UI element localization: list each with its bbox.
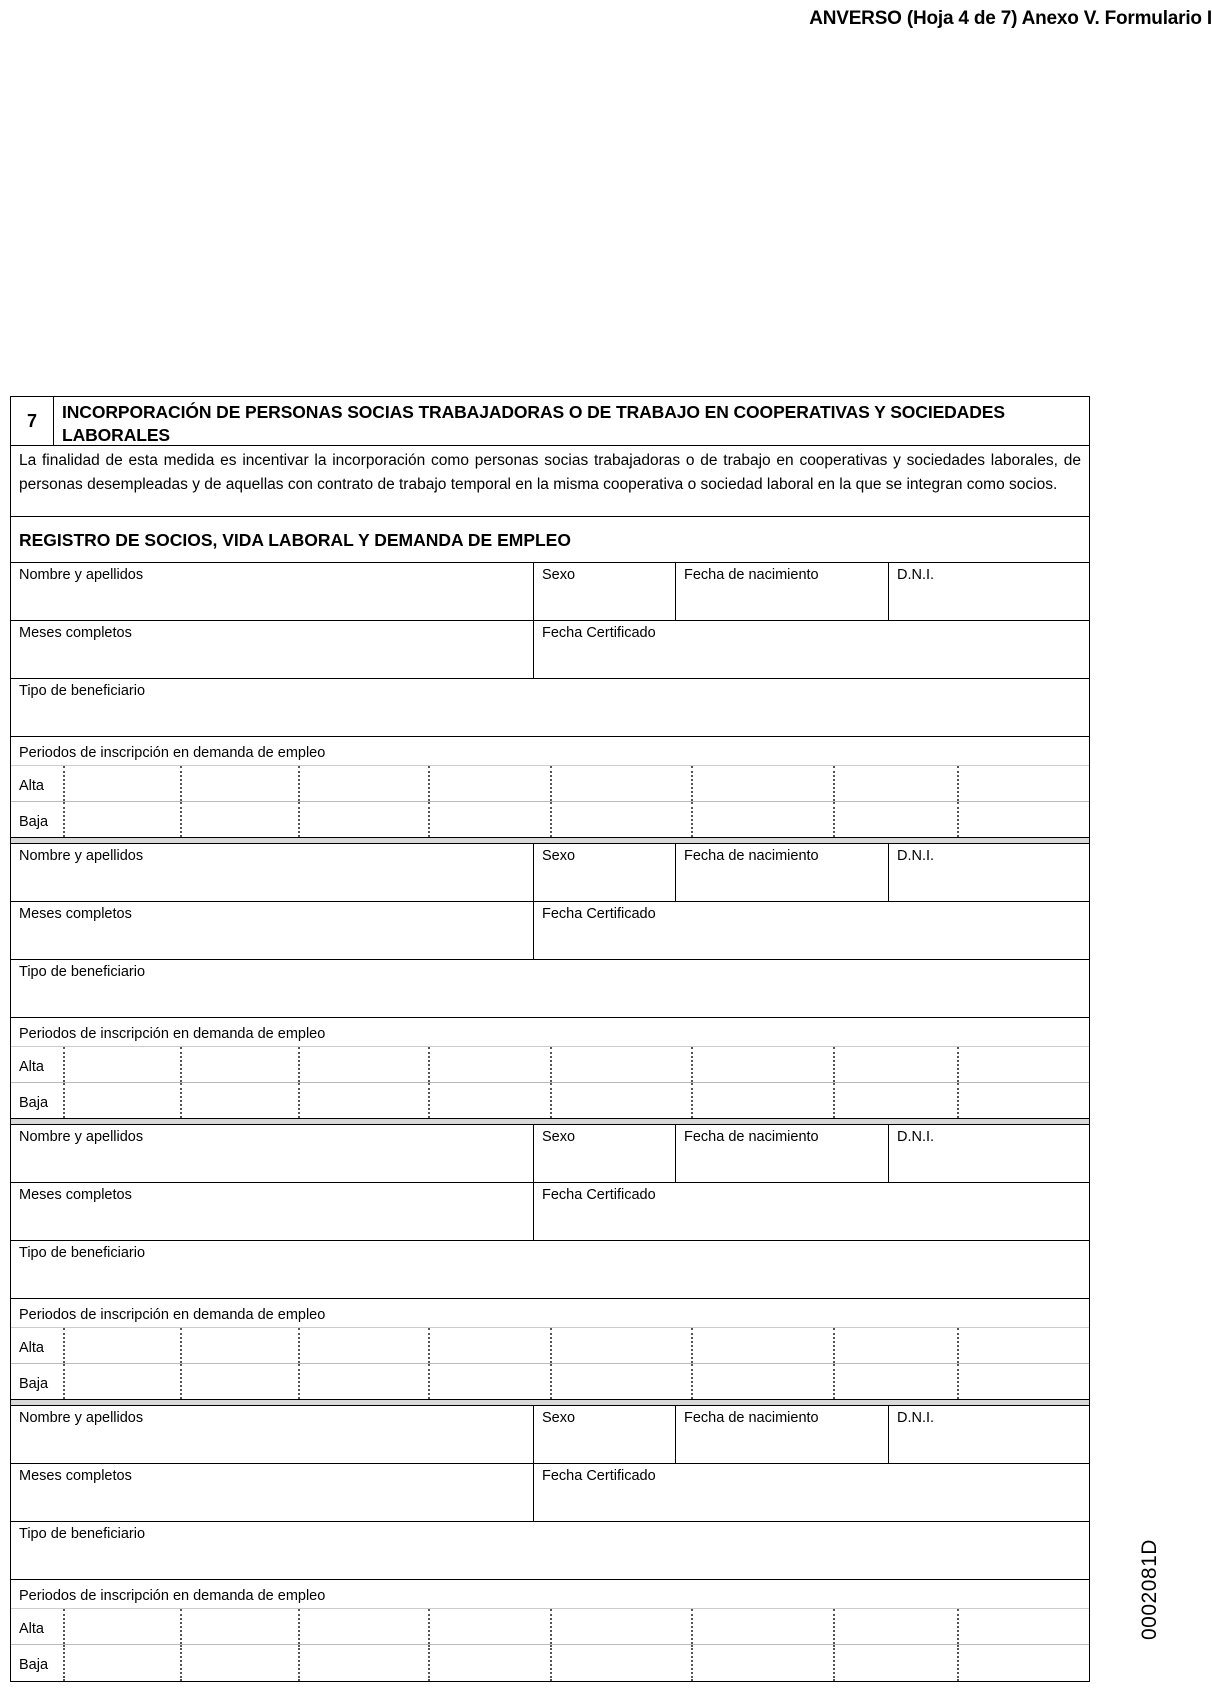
- months-field[interactable]: [11, 1183, 534, 1240]
- alta-date-cell[interactable]: [691, 1609, 833, 1644]
- baja-date-cell[interactable]: [833, 802, 957, 837]
- periods-label: Periodos de inscripción en demanda de empleo: [11, 1018, 1089, 1047]
- record-row-type: [11, 960, 1089, 1018]
- alta-date-cell[interactable]: [298, 1328, 428, 1363]
- baja-date-cell[interactable]: [180, 1083, 298, 1118]
- baja-date-cell[interactable]: [180, 1364, 298, 1399]
- dni-label: D.N.I.: [897, 1410, 935, 1426]
- alta-date-cell[interactable]: [833, 1047, 957, 1082]
- alta-label: Alta: [19, 778, 44, 794]
- baja-date-cell[interactable]: [63, 1645, 180, 1681]
- baja-date-cell[interactable]: [550, 1364, 691, 1399]
- dni-field[interactable]: [889, 1125, 1089, 1182]
- record-row-identity: [11, 1125, 1089, 1183]
- sex-label: Sexo: [542, 848, 576, 864]
- birthdate-field[interactable]: [676, 1125, 889, 1182]
- baja-row: [11, 1645, 1089, 1681]
- dni-label: D.N.I.: [897, 1129, 935, 1145]
- alta-date-cell[interactable]: [63, 766, 180, 801]
- section-intro: La finalidad de esta medida es incentivar la incorporación como personas socias trabajadoras o de trabajo en cooperativas y sociedades laborales, de personas desempleadas y de aquellas con contrato de trabajo temporal en la misma cooperativa o sociedad laboral en la que se integran como socios.: [11, 446, 1089, 517]
- baja-label: Baja: [19, 1376, 49, 1392]
- alta-date-cell[interactable]: [833, 766, 957, 801]
- name-field[interactable]: [11, 1125, 534, 1182]
- baja-date-cell[interactable]: [428, 802, 550, 837]
- name-label: Nombre y apellidos: [19, 1129, 144, 1145]
- sex-label: Sexo: [542, 1129, 576, 1145]
- record-row-months: [11, 1183, 1089, 1241]
- months-field[interactable]: [11, 621, 534, 678]
- birthdate-field[interactable]: [676, 1406, 889, 1463]
- baja-label: Baja: [19, 1657, 49, 1673]
- baja-date-cell[interactable]: [691, 802, 833, 837]
- baja-date-cell[interactable]: [833, 1364, 957, 1399]
- birthdate-label: Fecha de nacimiento: [684, 1129, 819, 1145]
- baja-date-cell[interactable]: [428, 1364, 550, 1399]
- alta-date-cell[interactable]: [298, 1609, 428, 1644]
- beneficiary-type-label: Tipo de beneficiario: [19, 683, 146, 699]
- alta-label: Alta: [19, 1340, 44, 1356]
- alta-date-cell[interactable]: [428, 1609, 550, 1644]
- baja-date-cell[interactable]: [691, 1364, 833, 1399]
- certificate-date-field[interactable]: [534, 1464, 1089, 1521]
- certificate-date-field[interactable]: [534, 621, 1089, 678]
- alta-row: [11, 1328, 1089, 1364]
- sex-label: Sexo: [542, 1410, 576, 1426]
- record-row-identity: [11, 844, 1089, 902]
- birthdate-field[interactable]: [676, 844, 889, 901]
- sheet-header: ANVERSO (Hoja 4 de 7) Anexo V. Formulario I: [809, 8, 1212, 29]
- alta-date-cell[interactable]: [298, 766, 428, 801]
- baja-date-cell[interactable]: [957, 1364, 1089, 1399]
- beneficiary-type-field[interactable]: [11, 679, 1089, 736]
- record-row-identity: [11, 1406, 1089, 1464]
- alta-date-cell[interactable]: [957, 1609, 1089, 1644]
- baja-date-cell[interactable]: [298, 1645, 428, 1681]
- baja-row: [11, 1364, 1089, 1400]
- baja-date-cell[interactable]: [180, 802, 298, 837]
- alta-date-cell[interactable]: [428, 766, 550, 801]
- baja-date-cell[interactable]: [957, 802, 1089, 837]
- name-label: Nombre y apellidos: [19, 848, 144, 864]
- beneficiary-type-label: Tipo de beneficiario: [19, 964, 146, 980]
- alta-date-cell[interactable]: [550, 766, 691, 801]
- name-field[interactable]: [11, 1406, 534, 1463]
- baja-label: Baja: [19, 1095, 49, 1111]
- months-field[interactable]: [11, 902, 534, 959]
- baja-date-cell[interactable]: [180, 1645, 298, 1681]
- section-title: INCORPORACIÓN DE PERSONAS SOCIAS TRABAJADORAS O DE TRABAJO EN COOPERATIVAS Y SOCIEDADES LABORALES: [62, 402, 1005, 445]
- certificate-date-label: Fecha Certificado: [542, 906, 656, 922]
- periods-label: Periodos de inscripción en demanda de empleo: [11, 1299, 1089, 1328]
- partner-record: [11, 844, 1089, 1119]
- months-label: Meses completos: [19, 625, 132, 641]
- alta-row: [11, 1047, 1089, 1083]
- alta-row: [11, 766, 1089, 802]
- record-row-identity: [11, 563, 1089, 621]
- periods-label: Periodos de inscripción en demanda de empleo: [11, 737, 1089, 766]
- dni-label: D.N.I.: [897, 567, 935, 583]
- months-label: Meses completos: [19, 1187, 132, 1203]
- birthdate-label: Fecha de nacimiento: [684, 1410, 819, 1426]
- dni-field[interactable]: [889, 563, 1089, 620]
- baja-date-cell[interactable]: [63, 1364, 180, 1399]
- periods-label: Periodos de inscripción en demanda de empleo: [11, 1580, 1089, 1609]
- baja-date-cell[interactable]: [957, 1083, 1089, 1118]
- form-section-7: [10, 396, 1090, 1682]
- alta-date-cell[interactable]: [691, 1047, 833, 1082]
- baja-date-cell[interactable]: [833, 1083, 957, 1118]
- record-row-months: [11, 902, 1089, 960]
- alta-date-cell[interactable]: [63, 1047, 180, 1082]
- baja-row: [11, 802, 1089, 838]
- alta-date-cell[interactable]: [550, 1047, 691, 1082]
- sex-field[interactable]: [534, 1406, 676, 1463]
- beneficiary-type-field[interactable]: [11, 960, 1089, 1017]
- certificate-date-label: Fecha Certificado: [542, 625, 656, 641]
- baja-label: Baja: [19, 814, 49, 830]
- baja-date-cell[interactable]: [298, 1364, 428, 1399]
- name-field[interactable]: [11, 844, 534, 901]
- alta-date-cell[interactable]: [957, 766, 1089, 801]
- birthdate-field[interactable]: [676, 563, 889, 620]
- baja-date-cell[interactable]: [428, 1083, 550, 1118]
- alta-date-cell[interactable]: [833, 1328, 957, 1363]
- beneficiary-type-label: Tipo de beneficiario: [19, 1526, 146, 1542]
- birthdate-label: Fecha de nacimiento: [684, 567, 819, 583]
- alta-date-cell[interactable]: [550, 1328, 691, 1363]
- baja-date-cell[interactable]: [550, 1083, 691, 1118]
- baja-date-cell[interactable]: [550, 1645, 691, 1681]
- record-row-type: [11, 1522, 1089, 1580]
- alta-date-cell[interactable]: [298, 1047, 428, 1082]
- record-row-type: [11, 679, 1089, 737]
- alta-date-cell[interactable]: [691, 1328, 833, 1363]
- baja-date-cell[interactable]: [298, 1083, 428, 1118]
- dni-field[interactable]: [889, 1406, 1089, 1463]
- certificate-date-label: Fecha Certificado: [542, 1468, 656, 1484]
- alta-date-cell[interactable]: [180, 1328, 298, 1363]
- alta-date-cell[interactable]: [957, 1047, 1089, 1082]
- baja-date-cell[interactable]: [63, 1083, 180, 1118]
- baja-row: [11, 1083, 1089, 1119]
- record-row-months: [11, 1464, 1089, 1522]
- records-container: [11, 563, 1089, 1681]
- record-row-months: [11, 621, 1089, 679]
- baja-date-cell[interactable]: [957, 1645, 1089, 1681]
- baja-date-cell[interactable]: [298, 802, 428, 837]
- partner-record: [11, 1406, 1089, 1681]
- certificate-date-label: Fecha Certificado: [542, 1187, 656, 1203]
- name-field[interactable]: [11, 563, 534, 620]
- alta-date-cell[interactable]: [180, 1047, 298, 1082]
- section-number: 7: [11, 397, 54, 445]
- alta-date-cell[interactable]: [428, 1047, 550, 1082]
- alta-date-cell[interactable]: [63, 1328, 180, 1363]
- sex-field[interactable]: [534, 563, 676, 620]
- document-code: 0002081D: [1138, 1539, 1161, 1640]
- alta-date-cell[interactable]: [428, 1328, 550, 1363]
- baja-date-cell[interactable]: [550, 802, 691, 837]
- record-row-type: [11, 1241, 1089, 1299]
- beneficiary-type-field[interactable]: [11, 1241, 1089, 1298]
- name-label: Nombre y apellidos: [19, 1410, 144, 1426]
- months-label: Meses completos: [19, 1468, 132, 1484]
- baja-date-cell[interactable]: [691, 1645, 833, 1681]
- sex-field[interactable]: [534, 844, 676, 901]
- alta-label: Alta: [19, 1621, 44, 1637]
- section-header: [11, 397, 1089, 446]
- alta-row: [11, 1609, 1089, 1645]
- sex-label: Sexo: [542, 567, 576, 583]
- partner-record: [11, 1125, 1089, 1400]
- sex-field[interactable]: [534, 1125, 676, 1182]
- alta-date-cell[interactable]: [691, 766, 833, 801]
- partner-record: [11, 563, 1089, 838]
- alta-date-cell[interactable]: [957, 1328, 1089, 1363]
- baja-date-cell[interactable]: [428, 1645, 550, 1681]
- beneficiary-type-label: Tipo de beneficiario: [19, 1245, 146, 1261]
- alta-date-cell[interactable]: [550, 1609, 691, 1644]
- alta-label: Alta: [19, 1059, 44, 1075]
- baja-date-cell[interactable]: [691, 1083, 833, 1118]
- alta-date-cell[interactable]: [833, 1609, 957, 1644]
- alta-date-cell[interactable]: [63, 1609, 180, 1644]
- name-label: Nombre y apellidos: [19, 567, 144, 583]
- registry-subtitle: REGISTRO DE SOCIOS, VIDA LABORAL Y DEMANDA DE EMPLEO: [11, 517, 1089, 563]
- dni-label: D.N.I.: [897, 848, 935, 864]
- certificate-date-field[interactable]: [534, 1183, 1089, 1240]
- months-label: Meses completos: [19, 906, 132, 922]
- baja-date-cell[interactable]: [833, 1645, 957, 1681]
- birthdate-label: Fecha de nacimiento: [684, 848, 819, 864]
- dni-field[interactable]: [889, 844, 1089, 901]
- alta-date-cell[interactable]: [180, 766, 298, 801]
- alta-date-cell[interactable]: [180, 1609, 298, 1644]
- months-field[interactable]: [11, 1464, 534, 1521]
- baja-date-cell[interactable]: [63, 802, 180, 837]
- certificate-date-field[interactable]: [534, 902, 1089, 959]
- beneficiary-type-field[interactable]: [11, 1522, 1089, 1579]
